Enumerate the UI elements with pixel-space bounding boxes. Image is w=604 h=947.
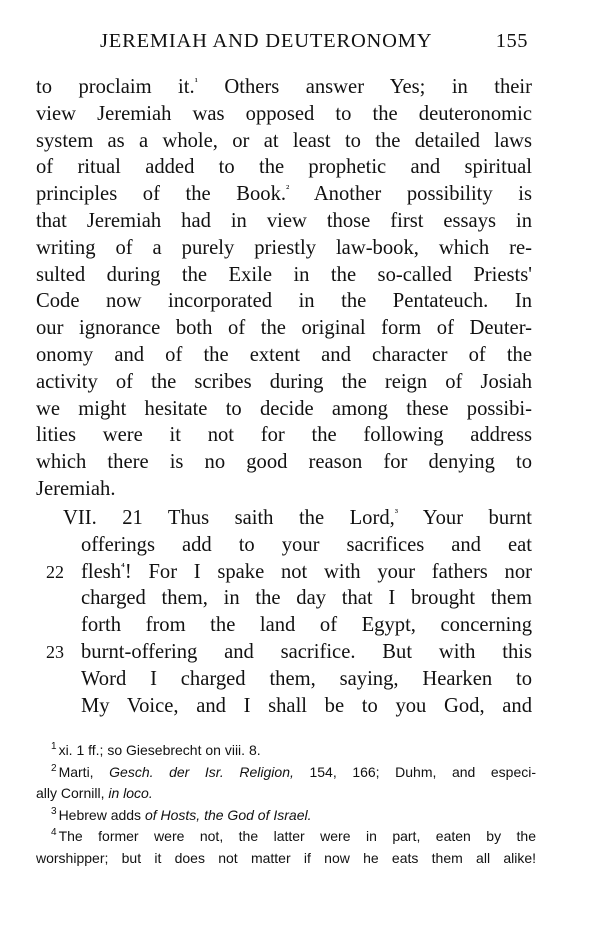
text-line: onomy and of the extent and character of the bbox=[36, 343, 532, 366]
running-header bbox=[100, 30, 540, 60]
footnote-ref-1: ¹ bbox=[194, 76, 198, 89]
text-line: we might hesitate to decide among these possibi- bbox=[36, 397, 532, 420]
footnote-3: $^3$ Hebrew adds of Hosts, the God of Israel. bbox=[51, 805, 312, 823]
verse-line: 23 burnt-offering and sacrifice. But with this bbox=[36, 639, 532, 666]
footnote-ref-3: ³ bbox=[394, 507, 399, 520]
text-line: to proclaim it.$^{^1}$ Others answer Yes; in their bbox=[36, 76, 533, 98]
footnote-ref-2: ² bbox=[286, 183, 290, 196]
verse-line: 22 flesh$^{^4}$! For I spake not with your fathers nor bbox=[36, 559, 532, 586]
text-line: that Jeremiah had in view those first essays in bbox=[36, 209, 532, 232]
verse-line: offerings add to your sacrifices and eat bbox=[81, 533, 532, 556]
text-line: Jeremiah. bbox=[36, 477, 116, 500]
page-number: 155 bbox=[495, 30, 528, 52]
text-line: principles of the Book.$^{^2}$ Another possibility is bbox=[36, 183, 533, 206]
text-line: of ritual added to the prophetic and spiritual bbox=[36, 156, 532, 179]
chapter-verse-ref: VII. 21 bbox=[63, 507, 143, 529]
main-paragraph bbox=[36, 74, 532, 503]
verse-line: charged them, in the day that I brought them bbox=[81, 587, 532, 610]
text-line: lities were it not for the following address bbox=[36, 424, 532, 447]
verse-line: My Voice, and I shall be to you God, and bbox=[81, 694, 532, 717]
text-line: system as a whole, or at least to the detailed laws bbox=[36, 129, 532, 152]
verse-number: 22 bbox=[46, 561, 64, 582]
verse-line: Word I charged them, saying, Hearken to bbox=[81, 667, 532, 690]
text-line: Code now incorporated in the Pentateuch. In bbox=[36, 290, 532, 313]
footnote-1: $^1$ xi. 1 ff.; so Giesebrecht on viii. 8. bbox=[51, 741, 261, 758]
footnote-2-cont: ally Cornill, in loco. bbox=[36, 785, 153, 801]
running-title: JEREMIAH AND DEUTERONOMY bbox=[100, 30, 433, 52]
text-line: writing of a purely priestly law-book, which re- bbox=[36, 236, 532, 259]
verse-line: forth from the land of Egypt, concerning bbox=[81, 614, 532, 637]
verse-line: VII. 21 Thus saith the Lord,$^{^3}$ Your burnt bbox=[63, 507, 533, 529]
verse-number: 23 bbox=[46, 641, 64, 662]
footnote-ref-4: ⁴ bbox=[121, 560, 125, 573]
text-line: sulted during the Exile in the so-called Priests' bbox=[36, 263, 532, 286]
footnote-4: $^4$ The former were not, the latter were in part, eaten by the bbox=[51, 827, 536, 844]
scripture-quotation bbox=[36, 505, 532, 719]
text-line: view Jeremiah was opposed to the deuteronomic bbox=[36, 102, 532, 125]
text-line: our ignorance both of the original form of Deuter- bbox=[36, 317, 532, 340]
footnote-4-cont: worshipper; but it does not matter if now he eats them all alike! bbox=[36, 849, 536, 866]
footnotes bbox=[36, 740, 536, 869]
footnote-2: $^2$ Marti, Gesch. der Isr. Religion, 154, 166; Duhm, and especi- bbox=[51, 762, 537, 780]
text-line: activity of the scribes during the reign of Josiah bbox=[36, 370, 532, 393]
text-line: which there is no good reason for denying to bbox=[36, 451, 532, 474]
